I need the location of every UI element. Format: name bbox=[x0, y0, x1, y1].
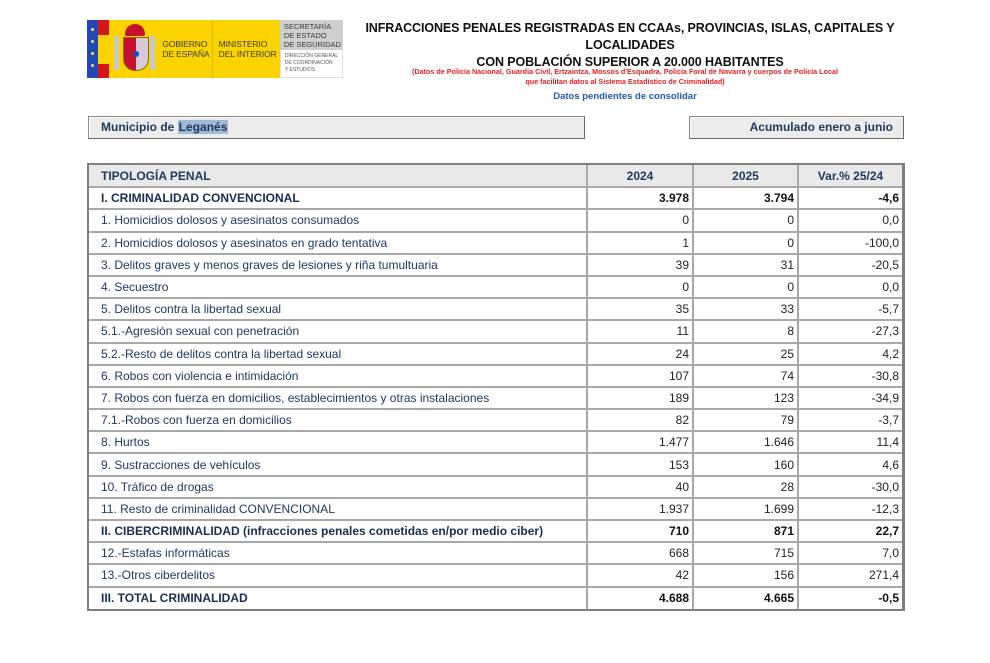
cell-2025: 25 bbox=[693, 343, 798, 365]
cell-2025: 33 bbox=[693, 298, 798, 320]
row-label: 7. Robos con fuerza en domicilios, establecimientos y otras instalaciones bbox=[89, 387, 587, 409]
table-row-total bbox=[89, 187, 902, 209]
government-label bbox=[160, 20, 212, 78]
cell-variation: 0,0 bbox=[798, 209, 902, 231]
row-label: 5.2.-Resto de delitos contra la libertad sexual bbox=[89, 343, 587, 365]
page-title bbox=[350, 20, 910, 71]
source-line-1: (Datos de Policía Nacional, Guardia Civil, Ertzaintza, Mossos d'Esquadra, Policía Foral de Navarra y cuerpos de Policía Local bbox=[412, 67, 838, 76]
source-line-2: que facilitan datos al Sistema Estadístico de Criminalidad) bbox=[525, 77, 725, 86]
cell-2025: 0 bbox=[693, 232, 798, 254]
municipality-prefix: Municipio de bbox=[101, 120, 175, 134]
secretariat-line-1: SECRETARÍA bbox=[283, 22, 332, 31]
table-row bbox=[89, 498, 902, 520]
cell-2024: 39 bbox=[587, 254, 693, 276]
row-label: II. CIBERCRIMINALIDAD (infracciones penales cometidas en/por medio ciber) bbox=[89, 520, 587, 542]
cell-variation: 22,7 bbox=[798, 520, 902, 542]
title-line-2: CON POBLACIÓN SUPERIOR A 20.000 HABITANTES bbox=[476, 55, 784, 69]
table-row bbox=[89, 542, 902, 564]
cell-variation: 4,2 bbox=[798, 343, 902, 365]
table-row bbox=[89, 276, 902, 298]
cell-2025: 1.699 bbox=[693, 498, 798, 520]
cell-variation: -30,8 bbox=[798, 365, 902, 387]
row-label: 3. Delitos graves y menos graves de lesiones y riña tumultuaria bbox=[89, 254, 587, 276]
row-label: 1. Homicidios dolosos y asesinatos consumados bbox=[89, 209, 587, 231]
cell-variation: 0,0 bbox=[798, 276, 902, 298]
cell-2025: 871 bbox=[693, 520, 798, 542]
cell-2024: 1.937 bbox=[587, 498, 693, 520]
cell-2024: 24 bbox=[587, 343, 693, 365]
row-label: 11. Resto de criminalidad CONVENCIONAL bbox=[89, 498, 587, 520]
cell-2024: 40 bbox=[587, 476, 693, 498]
status-note: Datos pendientes de consolidar bbox=[553, 91, 697, 102]
directorate-line-2: DE COORDINACIÓN bbox=[284, 60, 333, 66]
cell-2025: 0 bbox=[693, 276, 798, 298]
government-logo bbox=[87, 20, 343, 78]
cell-2025: 0 bbox=[693, 209, 798, 231]
cell-2024: 0 bbox=[587, 276, 693, 298]
table-row bbox=[89, 365, 902, 387]
row-label: III. TOTAL CRIMINALIDAD bbox=[89, 587, 587, 609]
crime-statistics-table bbox=[87, 163, 905, 611]
table-row bbox=[89, 431, 902, 453]
cell-2024: 35 bbox=[587, 298, 693, 320]
cell-2025: 31 bbox=[693, 254, 798, 276]
cell-2025: 28 bbox=[693, 476, 798, 498]
cell-variation: -12,3 bbox=[798, 498, 902, 520]
cell-variation: -4,6 bbox=[798, 187, 902, 209]
title-line-1: INFRACCIONES PENALES REGISTRADAS EN CCAAs, PROVINCIAS, ISLAS, CAPITALES Y LOCALIDADES bbox=[365, 21, 895, 52]
cell-2024: 189 bbox=[587, 387, 693, 409]
row-label: I. CRIMINALIDAD CONVENCIONAL bbox=[89, 187, 587, 209]
ministry-label bbox=[213, 20, 280, 78]
directorate-line-3: Y ESTUDIOS bbox=[284, 67, 316, 73]
table-row bbox=[89, 564, 902, 586]
directorate-line-1: DIRECCIÓN GENERAL bbox=[284, 53, 339, 59]
cell-variation: -0,5 bbox=[878, 591, 899, 606]
table-row bbox=[89, 409, 902, 431]
header-2025: 2025 bbox=[693, 165, 798, 187]
cell-2024: 153 bbox=[587, 453, 693, 475]
row-label: 6. Robos con violencia e intimidación bbox=[89, 365, 587, 387]
row-label: 2. Homicidios dolosos y asesinatos en grado tentativa bbox=[89, 232, 587, 254]
gov-line-2: DE ESPAÑA bbox=[162, 49, 210, 59]
table-row bbox=[89, 387, 902, 409]
cell-2024: 1.477 bbox=[587, 431, 693, 453]
cell-2024: 107 bbox=[587, 365, 693, 387]
cell-2024: 4.688 bbox=[587, 587, 693, 609]
cell-2024: 11 bbox=[587, 320, 693, 342]
cell-variation: -27,3 bbox=[798, 320, 902, 342]
secretariat-line-3: DE SEGURIDAD bbox=[283, 40, 341, 49]
table-row bbox=[89, 232, 902, 254]
row-label: 5.1.-Agresión sexual con penetración bbox=[89, 320, 587, 342]
gov-line-1: GOBIERNO bbox=[162, 39, 208, 49]
row-label: 4. Secuestro bbox=[89, 276, 587, 298]
header-tipologia: TIPOLOGÍA PENAL bbox=[89, 165, 587, 187]
row-label: 7.1.-Robos con fuerza en domicilios bbox=[89, 409, 587, 431]
table-row-total bbox=[89, 520, 902, 542]
cell-2025: 4.665 bbox=[693, 587, 798, 609]
secretariat-label bbox=[280, 20, 343, 78]
cell-variation: -34,9 bbox=[798, 387, 902, 409]
data-source-note bbox=[380, 67, 870, 87]
cell-2025: 79 bbox=[693, 409, 798, 431]
cell-variation: 271,4 bbox=[798, 564, 902, 586]
ministry-line-1: MINISTERIO bbox=[218, 39, 268, 49]
eu-spain-flag-icon bbox=[87, 20, 109, 78]
table-row bbox=[89, 298, 902, 320]
table-header-row bbox=[89, 165, 902, 187]
cell-variation: -100,0 bbox=[798, 232, 902, 254]
table-row-total bbox=[89, 587, 902, 609]
cell-variation: 7,0 bbox=[798, 542, 902, 564]
cell-2024: 1 bbox=[587, 232, 693, 254]
table-row bbox=[89, 320, 902, 342]
cell-variation: 4,6 bbox=[798, 453, 902, 475]
cell-2024: 710 bbox=[587, 520, 693, 542]
ministry-line-2: DEL INTERIOR bbox=[218, 49, 277, 59]
table-row bbox=[89, 254, 902, 276]
cell-2024: 3.978 bbox=[587, 187, 693, 209]
row-label: 10. Tráfico de drogas bbox=[89, 476, 587, 498]
cell-2024: 42 bbox=[587, 564, 693, 586]
cell-variation: -5,7 bbox=[798, 298, 902, 320]
table-row bbox=[89, 453, 902, 475]
header-variation: Var.% 25/24 bbox=[798, 165, 902, 187]
cell-2025: 8 bbox=[693, 320, 798, 342]
cell-2025: 156 bbox=[693, 564, 798, 586]
header-2024: 2024 bbox=[587, 165, 693, 187]
cell-2024: 0 bbox=[587, 209, 693, 231]
cell-2025: 1.646 bbox=[693, 431, 798, 453]
cell-variation: -30,0 bbox=[798, 476, 902, 498]
coat-of-arms-icon bbox=[109, 20, 160, 78]
table-row bbox=[89, 343, 902, 365]
secretariat-line-2: DE ESTADO bbox=[283, 31, 327, 40]
cell-2025: 160 bbox=[693, 453, 798, 475]
table-row bbox=[89, 209, 902, 231]
row-label: 5. Delitos contra la libertad sexual bbox=[89, 298, 587, 320]
municipality-selector[interactable] bbox=[88, 116, 585, 139]
row-label: 9. Sustracciones de vehículos bbox=[89, 453, 587, 475]
cell-variation: -20,5 bbox=[798, 254, 902, 276]
cell-2024: 668 bbox=[587, 542, 693, 564]
municipality-name[interactable]: Leganés bbox=[178, 120, 228, 134]
cell-2025: 3.794 bbox=[693, 187, 798, 209]
row-label: 8. Hurtos bbox=[89, 431, 587, 453]
table-row bbox=[89, 476, 902, 498]
row-label: 12.-Estafas informáticas bbox=[89, 542, 587, 564]
cell-variation: -3,7 bbox=[798, 409, 902, 431]
cell-2025: 123 bbox=[693, 387, 798, 409]
cell-2025: 74 bbox=[693, 365, 798, 387]
cell-variation: 11,4 bbox=[798, 431, 902, 453]
period-selector[interactable]: Acumulado enero a junio bbox=[689, 116, 904, 139]
cell-2024: 82 bbox=[587, 409, 693, 431]
row-label: 13.-Otros ciberdelitos bbox=[89, 564, 587, 586]
cell-2025: 715 bbox=[693, 542, 798, 564]
